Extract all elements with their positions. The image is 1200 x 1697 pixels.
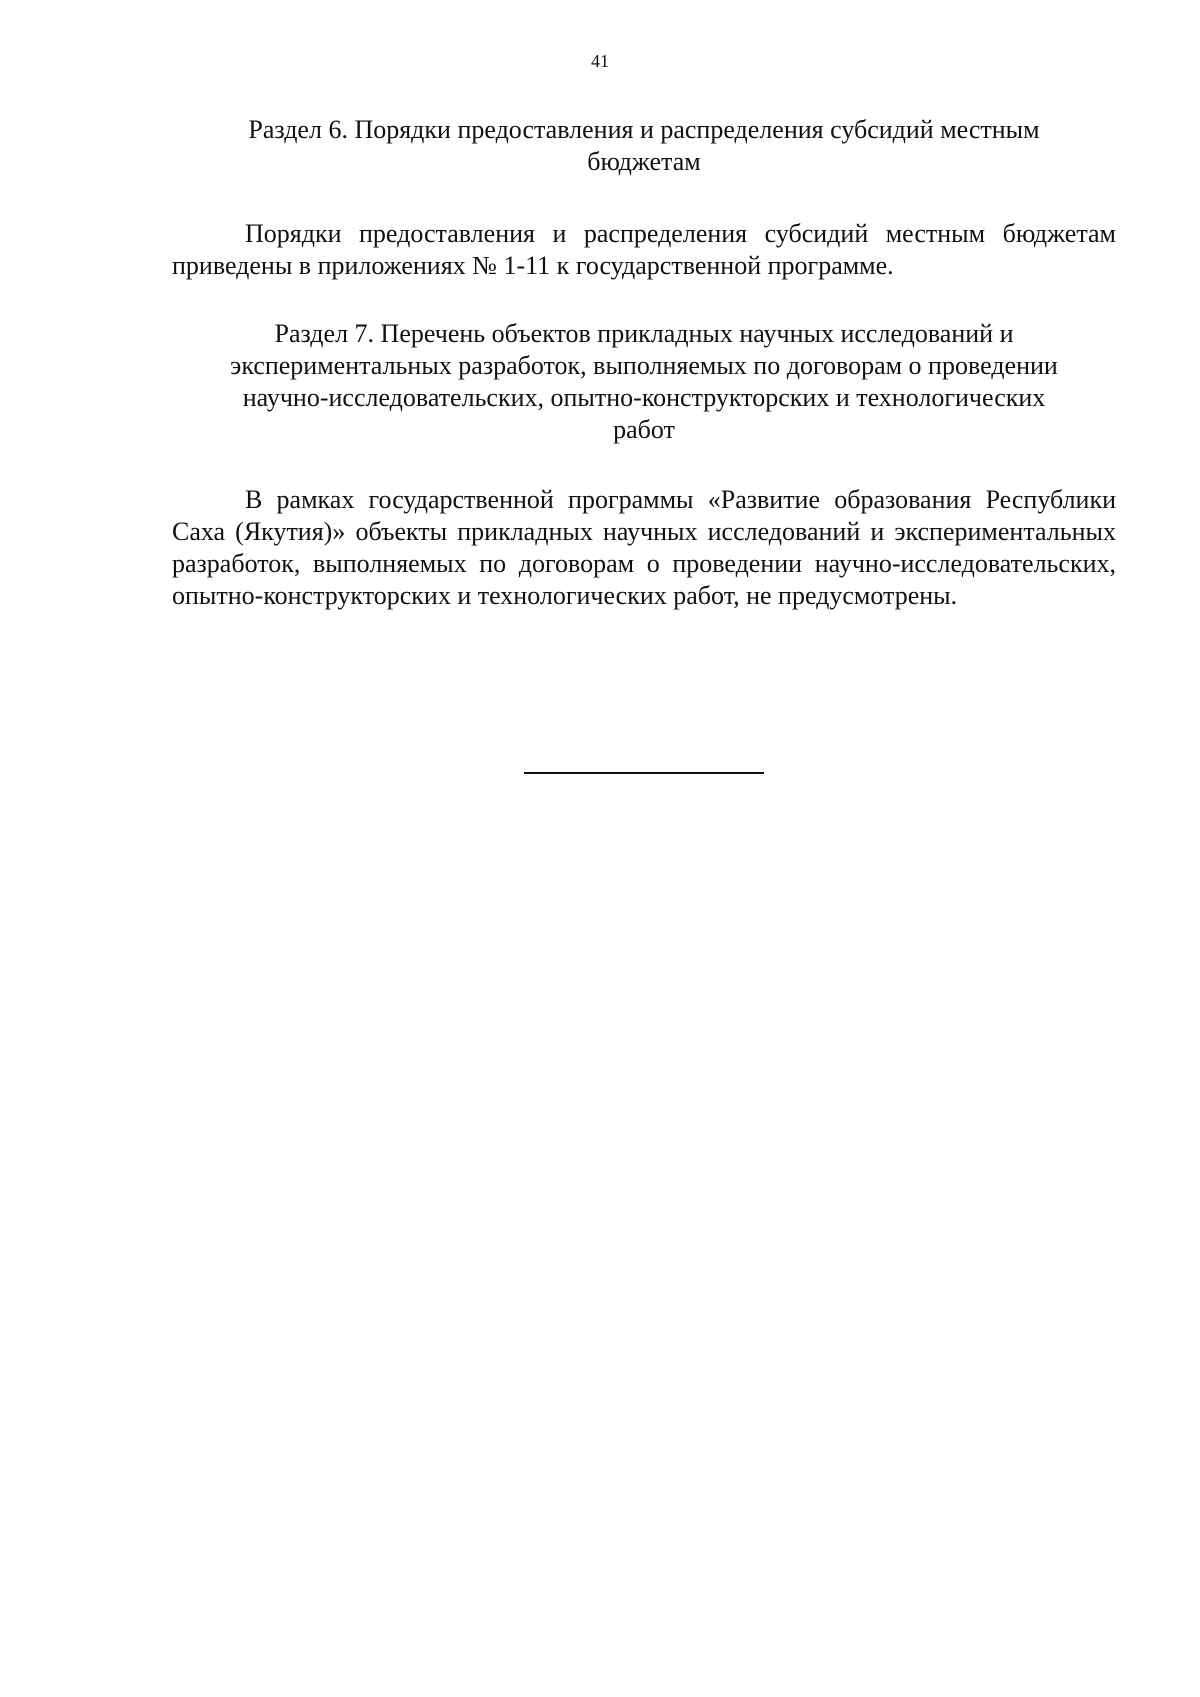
document-body — [172, 114, 1116, 612]
spacer — [172, 282, 1116, 318]
section-7-heading-line: работ — [613, 415, 675, 444]
section-6-heading — [172, 114, 1116, 178]
spacer — [172, 178, 1116, 218]
section-7-paragraph: В рамках государственной программы «Развитие образования Республики Саха (Якутия)» объекты прикладных научных исследований и экспериментальных разработок, выполняемых по договорам о проведении научно-исследовательских, опытно-конструкторских и технологических работ, не предусмотрены. — [172, 485, 1116, 610]
section-7-heading — [172, 318, 1116, 446]
section-6-paragraph: Порядки предоставления и распределения субсидий местным бюджетам приведены в приложениях № 1-11 к государственной программе. — [172, 219, 1116, 280]
section-6-heading-line: Раздел 6. Порядки предоставления и распределения субсидий местным — [248, 115, 1040, 144]
section-7-heading-line: Раздел 7. Перечень объектов прикладных научных исследований и — [274, 319, 1014, 348]
section-7-heading-line: экспериментальных разработок, выполняемых по договорам о проведении — [230, 351, 1058, 380]
closing-divider — [524, 772, 764, 774]
section-7-heading-line: научно-исследовательских, опытно-конструкторских и технологических — [242, 383, 1046, 412]
page-number: 41 — [591, 51, 609, 71]
section-6-heading-line: бюджетам — [587, 147, 701, 176]
spacer — [172, 446, 1116, 484]
